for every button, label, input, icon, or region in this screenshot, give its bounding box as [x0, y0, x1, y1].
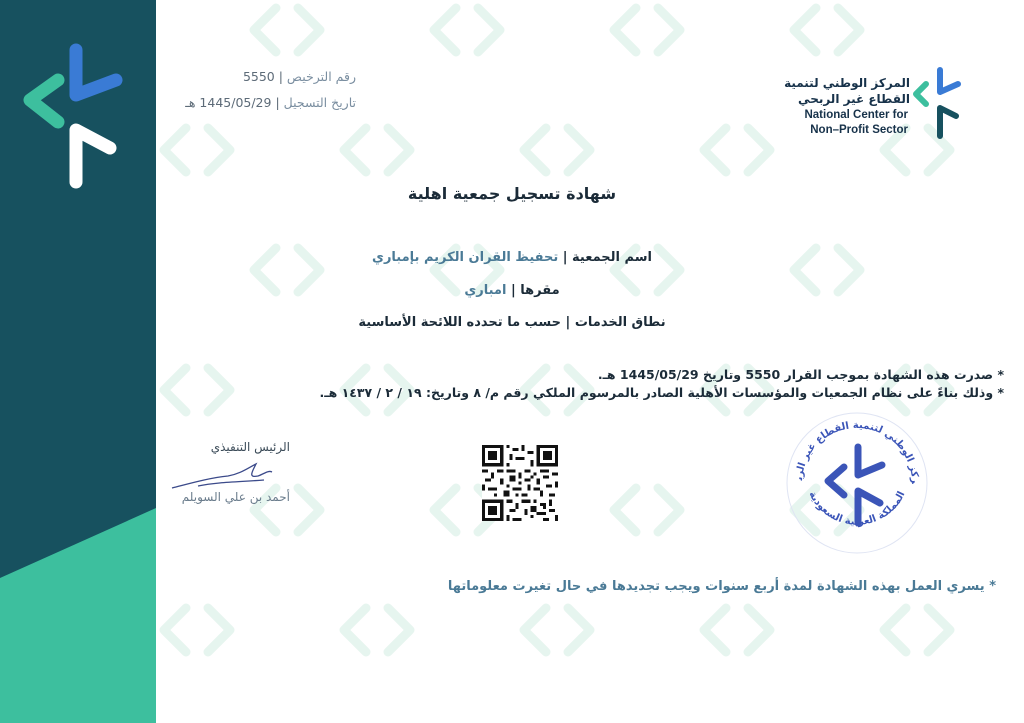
reg-date-value: 1445/05/29 هـ [185, 95, 272, 110]
certificate-title: شهادة تسجيل جمعية اهلية [407, 184, 617, 203]
logo-ar-line1: المركز الوطني لتنمية [784, 76, 910, 90]
signatory-role: الرئيس التنفيذي [210, 440, 290, 454]
license-number: 5550 [242, 69, 275, 84]
signature-block [160, 440, 290, 504]
note-line-2: * وذلك بناءً على نظام الجمعيات والمؤسسات الأهلية الصادر بالمرسوم الملكي رقم م/ ٨ وتاريخ: ١٩ / ٢ / ١٤٣٧ هـ. [319, 385, 1004, 400]
logo-en-line1: National Center for [804, 109, 908, 121]
reg-date-line: تاريخ التسجيل | 1445/05/29 هـ [185, 95, 356, 110]
logo-ar-line2: القطاع غير الربحي [798, 92, 910, 106]
stamp-bottom-text: المملكة العربية السعودية [806, 489, 908, 528]
headquarters-value: امباري [464, 283, 507, 298]
note-line-1: * صدرت هذه الشهادة بموجب القرار 5550 وتاريخ 1445/05/29 هـ. [597, 367, 1004, 382]
signatory-name: أحمد بن علي السويلم [181, 490, 290, 504]
service-scope-value: حسب ما تحدده اللائحة الأساسية [358, 315, 562, 330]
handwritten-signature [168, 458, 278, 494]
left-decorative-band [0, 0, 156, 723]
association-label: اسم الجمعية | [562, 250, 652, 265]
ncnp-logo [784, 64, 994, 144]
validity-note: * يسري العمل بهذه الشهادة لمدة أربع سنوات ويجب تجديدها في حال تغيرت معلوماتها [447, 579, 996, 594]
official-stamp [782, 405, 932, 555]
headquarters-field [0, 283, 1024, 298]
license-line: رقم الترخيص | 5550 [242, 69, 356, 84]
issuance-notes [244, 366, 1004, 402]
reg-date-label: تاريخ التسجيل [283, 95, 356, 110]
qr-code[interactable] [482, 445, 558, 521]
svg-text:المركز الوطني لتنمية القطاع غي [782, 405, 920, 485]
association-name-field [0, 250, 1024, 265]
registration-info [156, 64, 356, 116]
stamp-top-text: ركز الوطني لتنمية القطاع غير الرب [794, 419, 921, 485]
logo-en-line2: Non–Profit Sector [810, 124, 908, 136]
license-label: رقم الترخيص [286, 69, 356, 84]
headquarters-label: مقرها | [510, 283, 560, 298]
service-scope-field [0, 315, 1024, 330]
association-value: تحفيظ القران الكريم بإمباري [372, 250, 559, 265]
ncnp-chevron-icon [912, 64, 968, 144]
service-scope-label: نطاق الخدمات | [565, 315, 666, 330]
